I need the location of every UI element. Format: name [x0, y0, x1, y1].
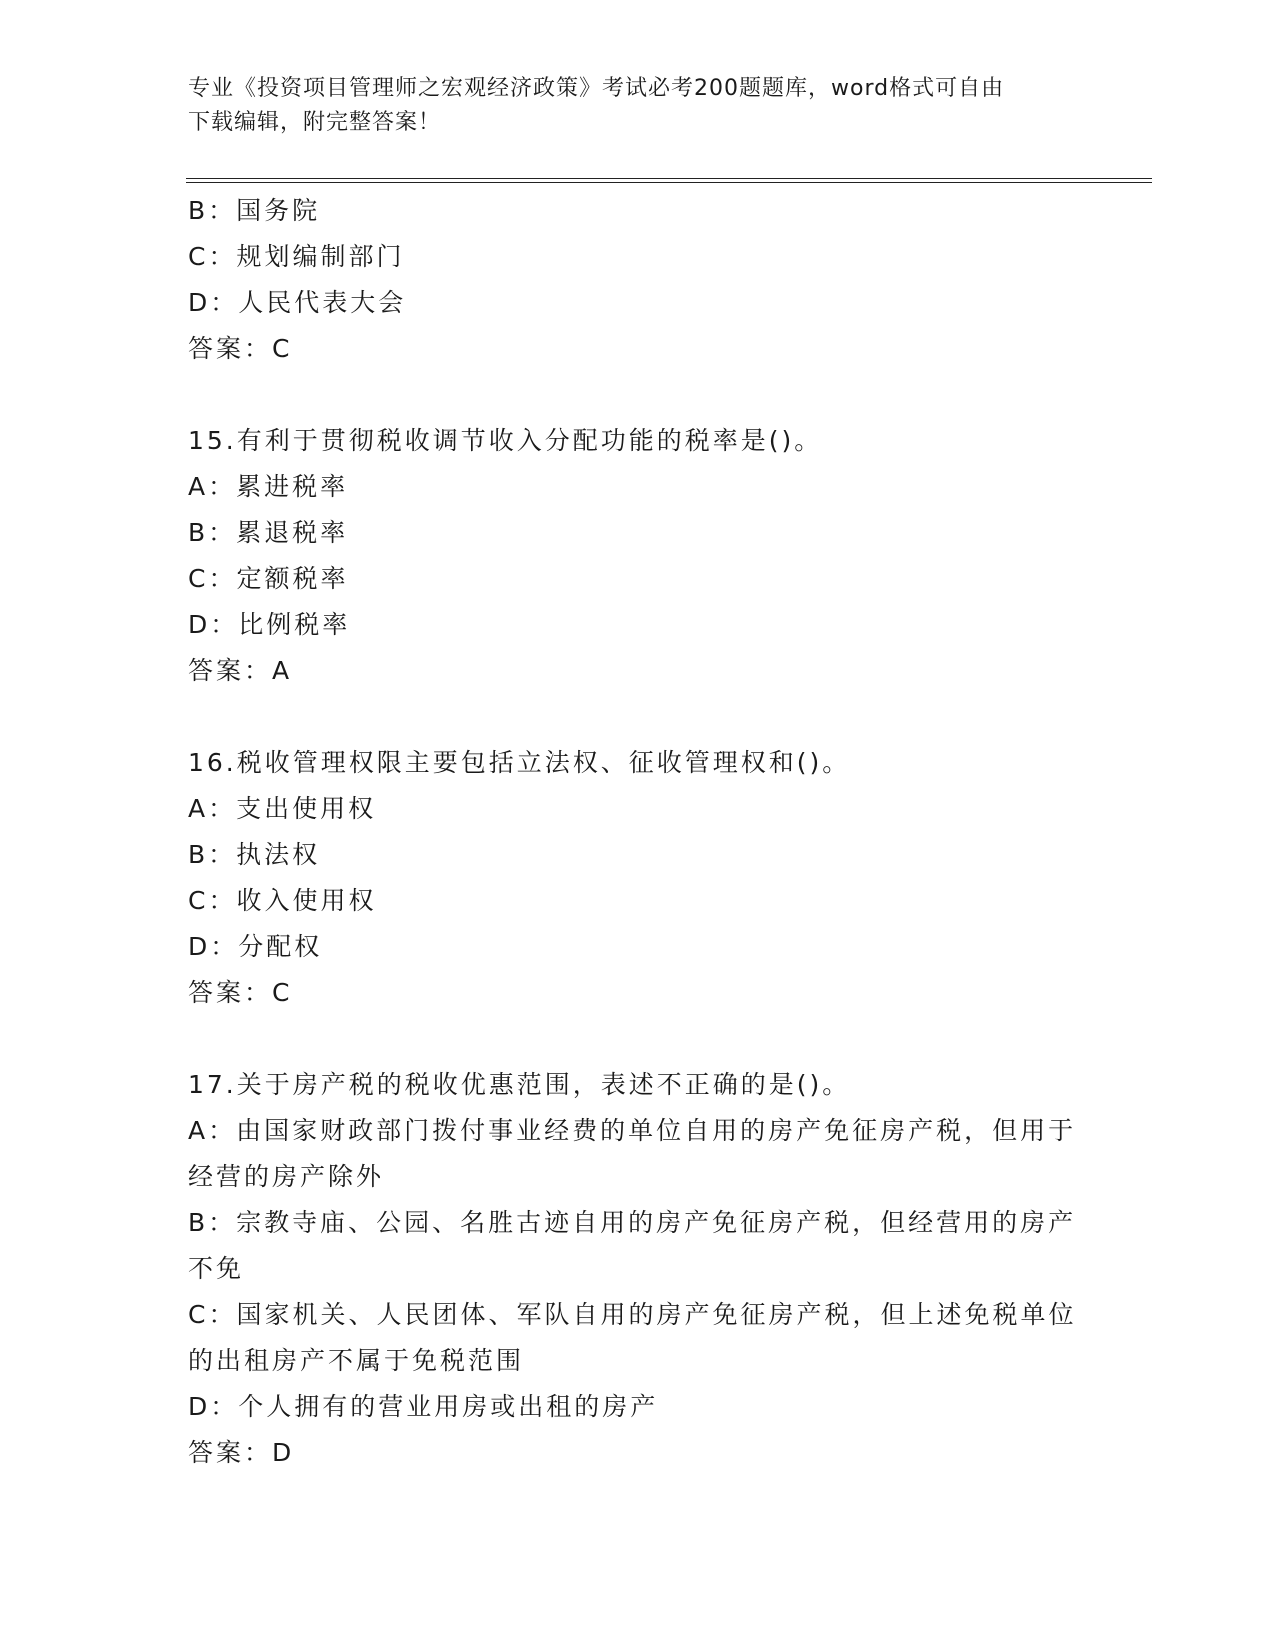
question-title: 16.税收管理权限主要包括立法权、征收管理权和()。	[188, 748, 851, 777]
question-block-14	[188, 188, 1088, 372]
header-line-1: 专业《投资项目管理师之宏观经济政策》考试必考200题题库，word格式可自由	[188, 76, 1005, 101]
option-b: B：宗教寺庙、公园、名胜古迹自用的房产免征房产税，但经营用的房产不免	[188, 1208, 1077, 1283]
answer-line: 答案：D	[188, 1438, 295, 1467]
question-title: 15.有利于贯彻税收调节收入分配功能的税率是()。	[188, 426, 823, 455]
answer-line: 答案：C	[188, 334, 293, 363]
document-header	[188, 72, 1088, 140]
option-a: A：累进税率	[188, 472, 349, 501]
document-body	[188, 188, 1088, 1522]
option-b: B：累退税率	[188, 518, 349, 547]
option-b: B：国务院	[188, 196, 321, 225]
option-a: A：支出使用权	[188, 794, 377, 823]
option-d: D：个人拥有的营业用房或出租的房产	[188, 1392, 659, 1421]
option-d: D：分配权	[188, 932, 323, 961]
option-a: A：由国家财政部门拨付事业经费的单位自用的房产免征房产税，但用于经营的房产除外	[188, 1116, 1077, 1191]
option-b: B：执法权	[188, 840, 321, 869]
option-d: D：人民代表大会	[188, 288, 407, 317]
header-divider	[186, 178, 1152, 183]
option-c: C：定额税率	[188, 564, 349, 593]
option-c: C：收入使用权	[188, 886, 377, 915]
answer-line: 答案：C	[188, 978, 293, 1007]
question-block-16	[188, 740, 1088, 1016]
question-title: 17.关于房产税的税收优惠范围，表述不正确的是()。	[188, 1070, 851, 1099]
question-block-15	[188, 418, 1088, 694]
header-line-2: 下载编辑，附完整答案！	[188, 110, 442, 135]
option-c: C：规划编制部门	[188, 242, 405, 271]
question-block-17	[188, 1062, 1088, 1476]
option-d: D：比例税率	[188, 610, 351, 639]
option-c: C：国家机关、人民团体、军队自用的房产免征房产税，但上述免税单位的出租房产不属于免税范围	[188, 1300, 1077, 1375]
answer-line: 答案：A	[188, 656, 293, 685]
